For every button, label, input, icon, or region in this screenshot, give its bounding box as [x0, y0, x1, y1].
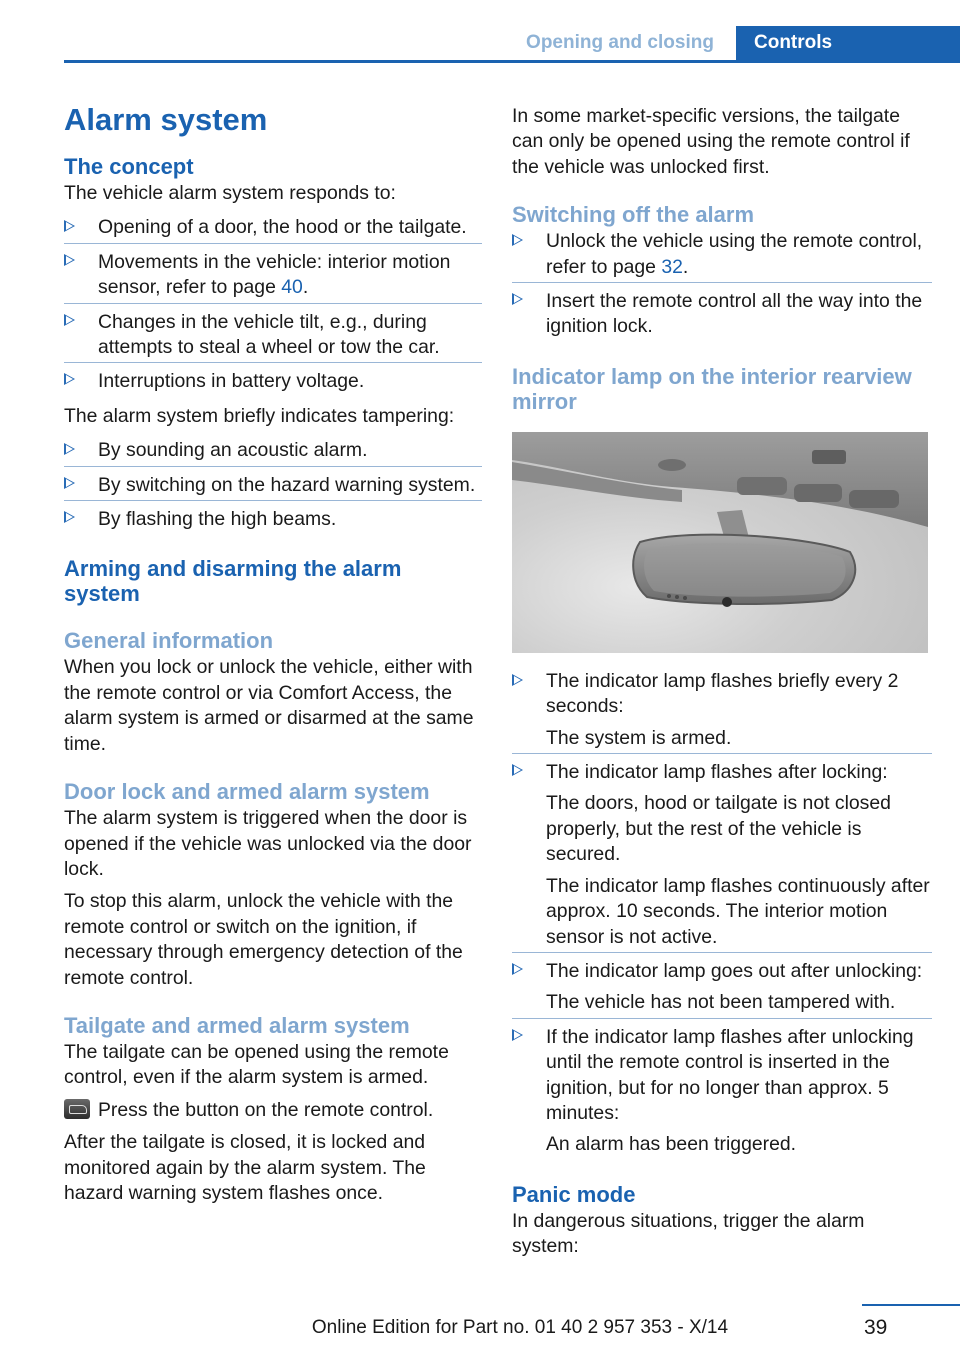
indicator-lamp-list: [512, 667, 932, 1160]
page-title: Alarm system: [64, 102, 268, 137]
list-item: [512, 1018, 932, 1160]
concept-heading: The concept: [64, 154, 194, 179]
list-item-text: By flashing the high beams.: [98, 508, 337, 531]
list-item-text: Opening of a door, the hood or the tailgate.: [98, 216, 467, 239]
bullet-triangle-icon: [64, 477, 75, 489]
tamper-intro: The alarm system briefly indicates tampering:: [64, 404, 455, 427]
list-item-subtext: The system is armed.: [546, 726, 732, 749]
list-item-text: Interruptions in battery voltage.: [98, 370, 365, 393]
bullet-triangle-icon: [512, 234, 523, 246]
header-rule: [64, 60, 960, 63]
footer-rule: [862, 1304, 960, 1306]
arming-heading: Arming and disarming the alarm system: [64, 556, 402, 607]
market-specific-text: In some market-specific versions, the tailgate can only be opened using the remote control if the vehicle was unlocked first.: [512, 105, 910, 178]
bullet-triangle-icon: [64, 511, 75, 523]
list-item-subtext: The indicator lamp flashes continuously after approx. 10 seconds. The interior motion sensor is not active.: [546, 874, 930, 948]
bullet-triangle-icon: [64, 443, 75, 455]
list-item: [64, 213, 482, 242]
rearview-mirror-illustration: [512, 432, 928, 653]
page-number: 39: [864, 1316, 888, 1339]
right-column: [512, 104, 932, 1267]
bullet-triangle-icon: [64, 220, 75, 232]
bullet-triangle-icon: [64, 254, 75, 266]
list-item-text: The indicator lamp goes out after unlocking:: [546, 959, 923, 982]
general-info-heading: General information: [64, 628, 274, 654]
tamper-list: [64, 436, 482, 534]
tailgate-text: The tailgate can be opened using the remote control, even if the alarm system is armed.: [64, 1040, 449, 1089]
list-item-subtext: The doors, hood or tailgate is not closed properly, but the rest of the vehicle is secured.: [546, 792, 891, 866]
bullet-triangle-icon: [64, 373, 75, 385]
list-item: [64, 436, 482, 465]
list-item: Movements in the vehicle: interior motion sensor, refer to page 40.: [64, 243, 482, 303]
panic-mode-text: In dangerous situations, trigger the alarm system:: [512, 1209, 865, 1258]
bullet-triangle-icon: [64, 314, 75, 326]
tailgate-button-text: Press the button on the remote control.: [98, 1098, 434, 1121]
left-column: [64, 102, 482, 1213]
list-item-text: Insert the remote control all the way into the ignition lock.: [546, 290, 923, 338]
list-item: [64, 362, 482, 396]
panic-mode-heading: Panic mode: [512, 1181, 636, 1207]
list-item: [64, 500, 482, 534]
bullet-triangle-icon: [512, 293, 523, 305]
footer-edition: Online Edition for Part no. 01 40 2 957 353 - X/14: [311, 1317, 729, 1338]
list-item-text: By switching on the hazard warning system.: [98, 473, 476, 496]
rearview-mirror-photo: [512, 432, 928, 653]
list-item-text: Movements in the vehicle: interior motion sensor, refer to page: [98, 250, 451, 299]
list-item-text: If the indicator lamp flashes after unlocking until the remote control is inserted in the ignition, but for no longer than approx. 5 minutes:: [546, 1025, 914, 1124]
tailgate-button-icon: [64, 1099, 90, 1119]
door-lock-text: The alarm system is triggered when the door is opened if the vehicle was unlocked via the door lock.: [64, 807, 472, 880]
responds-to-list: [64, 213, 482, 396]
list-item: Unlock the vehicle using the remote control, refer to page 32.: [512, 227, 932, 282]
switch-off-heading: Switching off the alarm: [512, 202, 755, 228]
bullet-triangle-icon: [512, 674, 523, 686]
switch-off-list: [512, 227, 932, 342]
bullet-triangle-icon: [512, 1029, 523, 1041]
list-item-subtext: An alarm has been triggered.: [546, 1133, 797, 1156]
list-item: [512, 952, 932, 1018]
list-item: [64, 303, 482, 363]
bullet-triangle-icon: [512, 764, 523, 776]
bullet-triangle-icon: [512, 963, 523, 975]
list-item-subtext: The vehicle has not been tampered with.: [546, 991, 896, 1014]
indicator-lamp-heading: Indicator lamp on the interior rearview mirror: [512, 363, 912, 414]
tailgate-button-line: [64, 1098, 482, 1123]
header-section-tab[interactable]: Opening and closing: [526, 32, 714, 53]
list-item-text: By sounding an acoustic alarm.: [98, 439, 368, 462]
general-info-text: When you lock or unlock the vehicle, either with the remote control or via Comfort Access, the alarm system is armed or disarmed at the same time.: [64, 656, 474, 755]
list-item: [512, 753, 932, 952]
list-item-text: Changes in the vehicle tilt, e.g., during attempts to steal a wheel or tow the car.: [98, 310, 440, 359]
list-item: [512, 282, 932, 342]
list-item-text: The indicator lamp flashes briefly every 2 seconds:: [546, 669, 899, 718]
tailgate-closed-text: After the tailgate is closed, it is locked and monitored again by the alarm system. The hazard warning system flashes once.: [64, 1131, 426, 1204]
list-item: [512, 667, 932, 753]
page-reference-link[interactable]: 32: [661, 255, 683, 278]
door-lock-heading: Door lock and armed alarm system: [64, 779, 430, 805]
page-reference-link[interactable]: 40: [281, 276, 303, 299]
stop-alarm-text: To stop this alarm, unlock the vehicle with the remote control or switch on the ignition, if necessary through emergency detection of the remote control.: [64, 890, 463, 989]
header-active-tab[interactable]: Controls: [736, 26, 960, 60]
list-item: [64, 466, 482, 500]
list-item-text: Unlock the vehicle using the remote control, refer to page: [546, 230, 923, 278]
tailgate-heading: Tailgate and armed alarm system: [64, 1012, 410, 1038]
list-item-text: The indicator lamp flashes after locking:: [546, 761, 888, 784]
concept-intro: The vehicle alarm system responds to:: [64, 182, 396, 204]
